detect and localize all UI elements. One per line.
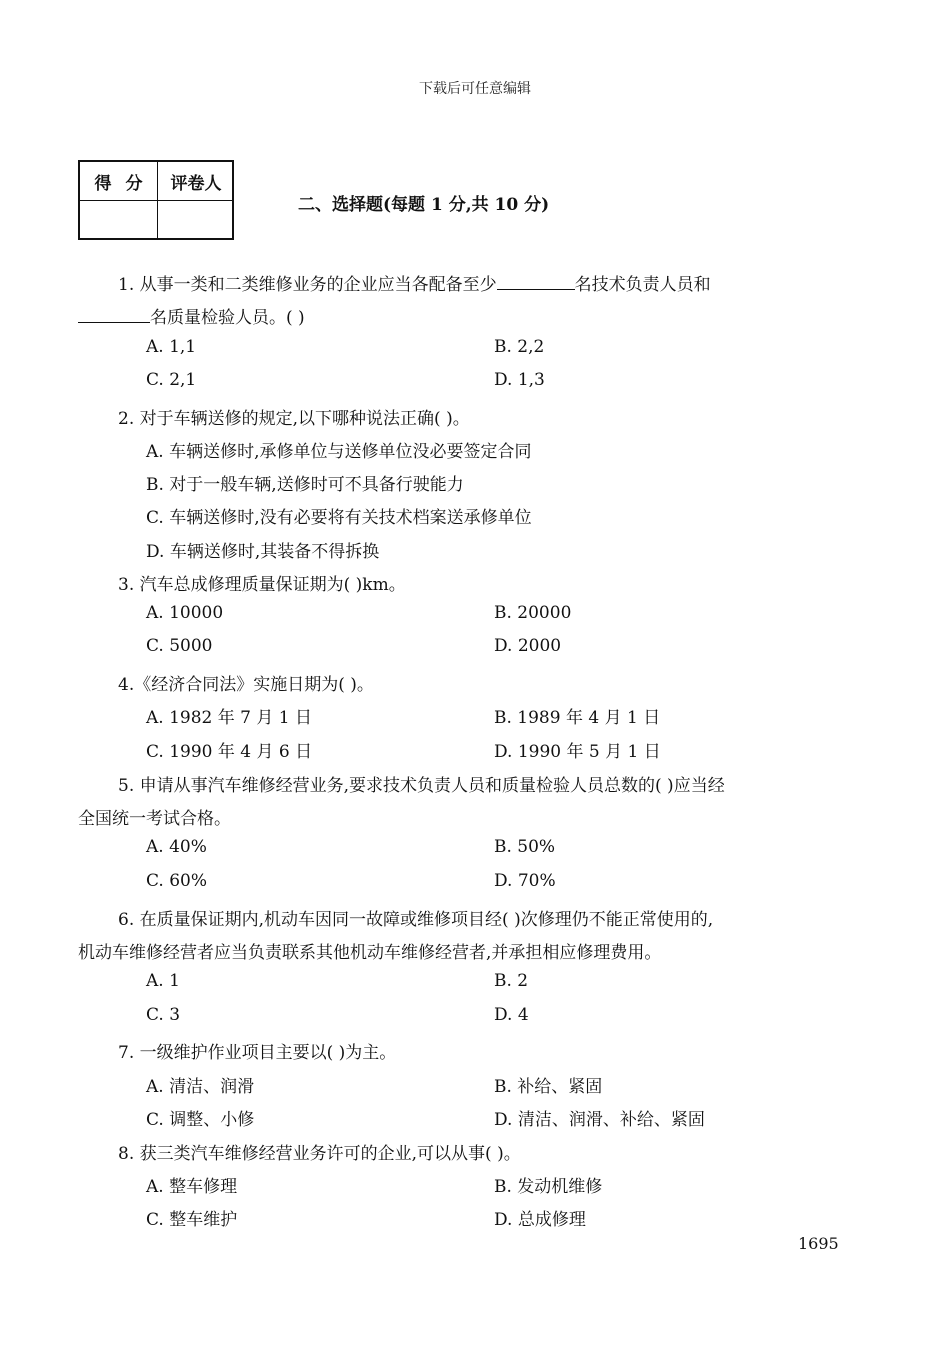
question-1-option-c: C. 2,1 xyxy=(146,370,197,390)
question-6-stem: 6. 在质量保证期内,机动车因同一故障或维修项目经( )次修理仍不能正常使用的, xyxy=(118,910,714,930)
question-2-option-a: A. 车辆送修时,承修单位与送修单位没必要签定合同 xyxy=(146,442,532,462)
question-7-option-a: A. 清洁、润滑 xyxy=(146,1077,255,1097)
question-8-stem: 8. 获三类汽车维修经营业务许可的企业,可以从事( )。 xyxy=(118,1144,521,1164)
question-1-stem-line2-text: 名质量检验人员。( ) xyxy=(150,308,305,328)
question-5-stem-line2: 全国统一考试合格。 xyxy=(78,809,231,829)
question-2-stem: 2. 对于车辆送修的规定,以下哪种说法正确( )。 xyxy=(118,409,470,429)
question-8-option-a: A. 整车修理 xyxy=(146,1177,238,1197)
question-4-stem: 4.《经济合同法》实施日期为( )。 xyxy=(118,675,374,695)
question-1-option-d: D. 1,3 xyxy=(494,370,545,390)
question-2-option-c: C. 车辆送修时,没有必要将有关技术档案送承修单位 xyxy=(146,508,532,528)
question-7-option-c: C. 调整、小修 xyxy=(146,1110,255,1130)
question-5-stem: 5. 申请从事汽车维修经营业务,要求技术负责人员和质量检验人员总数的( )应当经 xyxy=(118,776,725,796)
question-1-stem-part2: 名技术负责人员和 xyxy=(574,275,711,295)
question-8-option-c: C. 整车维护 xyxy=(146,1210,238,1230)
question-1-stem-line2 xyxy=(78,303,305,328)
page-number: 1695 xyxy=(798,1234,839,1253)
question-3-option-a: A. 10000 xyxy=(146,603,224,623)
section-title: 二、选择题(每题 1 分,共 10 分) xyxy=(298,195,550,215)
question-6-option-a: A. 1 xyxy=(146,971,180,991)
question-5-option-b: B. 50% xyxy=(494,837,556,857)
question-5-option-a: A. 40% xyxy=(146,837,207,857)
question-6-stem-line2: 机动车维修经营者应当负责联系其他机动车维修经营者,并承担相应修理费用。 xyxy=(78,943,662,963)
answer-blank xyxy=(78,321,150,323)
page-header: 下载后可任意编辑 xyxy=(419,81,531,97)
question-1-option-b: B. 2,2 xyxy=(494,337,545,357)
question-1-stem-part1: 1. 从事一类和二类维修业务的企业应当各配备至少 xyxy=(118,275,497,295)
question-7-option-b: B. 补给、紧固 xyxy=(494,1077,603,1097)
question-4-option-a: A. 1982 年 7 月 1 日 xyxy=(146,708,312,728)
question-3-option-b: B. 20000 xyxy=(494,603,572,623)
question-5-option-d: D. 70% xyxy=(494,871,556,891)
question-7-option-d: D. 清洁、润滑、补给、紧固 xyxy=(494,1110,705,1130)
question-3-option-c: C. 5000 xyxy=(146,636,213,656)
question-6-option-d: D. 4 xyxy=(494,1005,529,1025)
question-6-option-b: B. 2 xyxy=(494,971,529,991)
question-2-option-d: D. 车辆送修时,其装备不得拆换 xyxy=(146,542,380,562)
score-table-empty-row xyxy=(80,200,232,240)
question-1-stem xyxy=(118,270,711,295)
question-3-stem: 3. 汽车总成修理质量保证期为( )km。 xyxy=(118,575,406,595)
question-8-option-b: B. 发动机维修 xyxy=(494,1177,603,1197)
score-table xyxy=(78,160,234,240)
question-2-option-b: B. 对于一般车辆,送修时可不具备行驶能力 xyxy=(146,475,464,495)
answer-blank xyxy=(497,288,575,290)
question-1-option-a: A. 1,1 xyxy=(146,337,197,357)
question-5-option-c: C. 60% xyxy=(146,871,207,891)
grader-label: 评卷人 xyxy=(170,173,222,194)
score-label: 得分 xyxy=(80,162,158,200)
question-4-option-b: B. 1989 年 4 月 1 日 xyxy=(494,708,661,728)
question-6-option-c: C. 3 xyxy=(146,1005,181,1025)
question-4-option-c: C. 1990 年 4 月 6 日 xyxy=(146,742,313,762)
question-4-option-d: D. 1990 年 5 月 1 日 xyxy=(494,742,661,762)
score-table-header-row xyxy=(80,162,232,201)
score-cell xyxy=(80,200,158,240)
grader-cell xyxy=(158,200,234,240)
question-3-option-d: D. 2000 xyxy=(494,636,562,656)
question-7-stem: 7. 一级维护作业项目主要以( )为主。 xyxy=(118,1043,397,1063)
question-8-option-d: D. 总成修理 xyxy=(494,1210,586,1230)
